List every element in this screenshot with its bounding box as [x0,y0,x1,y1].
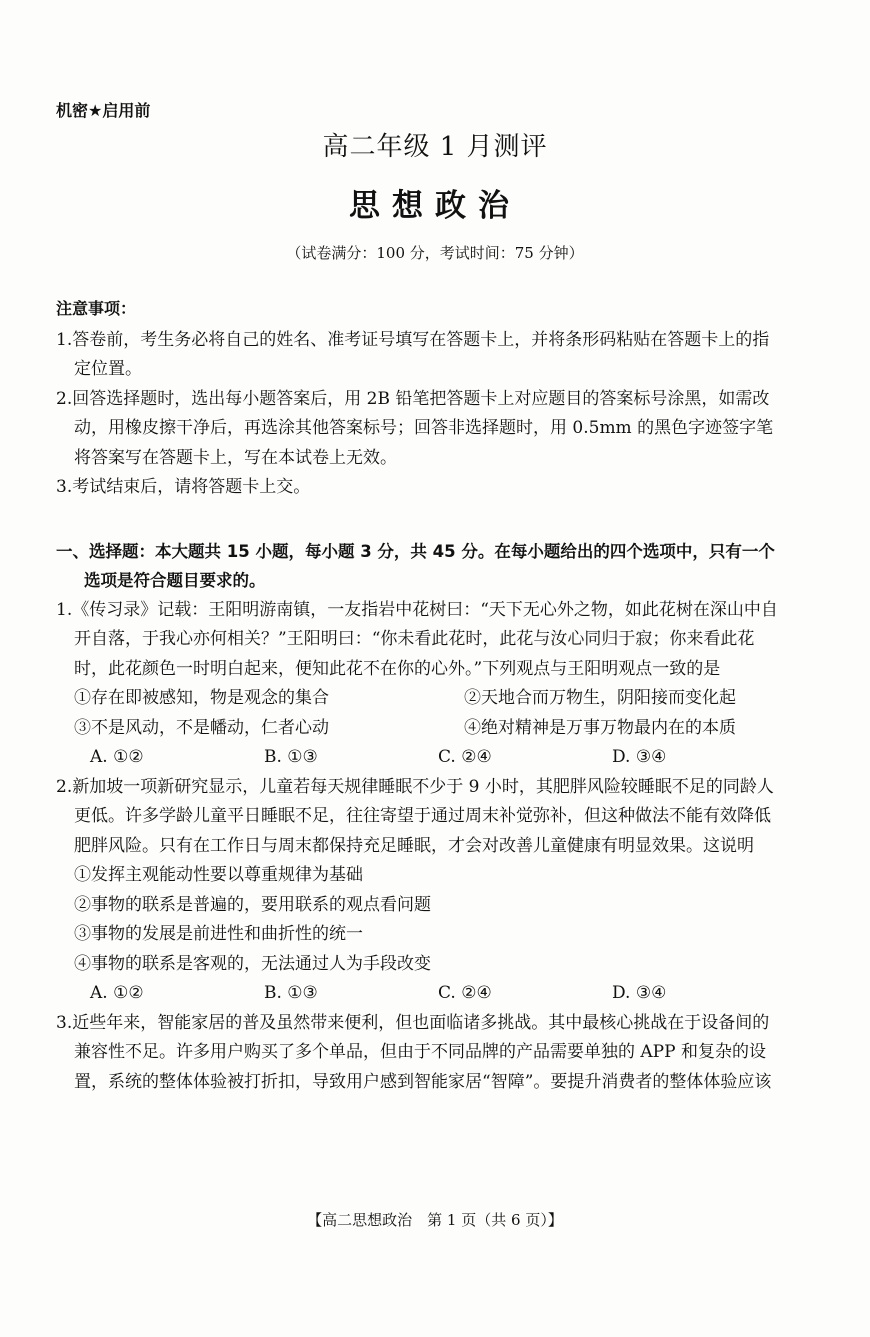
question-1-choices [56,743,786,773]
choice-b: B. ①③ [264,983,318,1003]
choice-c: C. ②④ [438,983,492,1003]
question-2-choices [56,979,786,1009]
statement: ②事物的联系是普遍的，要用联系的观点看问题 [74,894,431,915]
choice-a: A. ①② [90,747,144,767]
choice-b: B. ①③ [264,747,318,767]
question-2-stem: 2.新加坡一项新研究显示，儿童若每天规律睡眠不少于 9 小时，其肥胖风险较睡眠不足的同龄人更低。许多学龄儿童平日睡眠不足，往往寄望于通过周末补觉弥补，但这种做法不能有效降低肥胖风险。只有在工作日与周末都保持充足睡眠，才会对改善儿童健康有明显效果。这说明 [56,776,774,856]
exam-content [56,294,786,1097]
choice-c: C. ②④ [438,747,492,767]
notice-item: 1.答卷前，考生务必将自己的姓名、准考证号填写在答题卡上，并将条形码粘贴在答题卡上的指定位置。 [56,329,770,379]
choice-d: D. ③④ [612,747,667,767]
choice-a: A. ①② [90,983,144,1003]
question-1-statements-row-2 [56,714,786,744]
statement: ①发挥主观能动性要以尊重规律为基础 [74,865,363,885]
question-3-stem: 3.近些年来，智能家居的普及虽然带来便利，但也面临诸多挑战。其中最核心挑战在于设备间的兼容性不足。许多用户购买了多个单品，但由于不同品牌的产品需要单独的 APP 和复杂的设置，系统的整体体验被打折扣，导致用户感到智能家居“智障”。要提升消费者的整体体验应该 [56,1012,772,1092]
question-1-stem: 1.《传习录》记载：王阳明游南镇，一友指岩中花树曰：“天下无心外之物，如此花树在深山中自开自落，于我心亦何相关？”王阳明曰：“你未看此花时，此花与汝心同归于寂；你来看此花时，此花颜色一时明白起来，便知此花不在你的心外。”下列观点与王阳明观点一致的是 [56,599,778,679]
section-heading: 一、选择题：本大题共 15 小题，每小题 3 分，共 45 分。在每小题给出的四个选项中，只有一个选项是符合题目要求的。 [56,541,775,590]
question-1-statements-row-1 [56,684,786,714]
subject-title: 思想政治 [349,188,521,224]
exam-info: （试卷满分：100 分，考试时间：75 分钟） [286,244,584,262]
statement: ③不是风动，不是幡动，仁者心动 [74,717,329,738]
statement: ③事物的发展是前进性和曲折性的统一 [74,924,363,944]
notice-title: 注意事项： [56,299,137,318]
statement: ①存在即被感知，物是观念的集合 [74,688,329,708]
spacer [56,503,786,537]
notice-item: 3.考试结束后，请将答题卡上交。 [56,477,311,497]
statement: ④事物的联系是客观的，无法通过人为手段改变 [74,953,431,974]
notice-item: 2.回答选择题时，选出每小题答案后，用 2B 铅笔把答题卡上对应题目的答案标号涂黑，如需改动，用橡皮擦干净后，再选涂其他答案标号；回答非选择题时，用 0.5mm 的黑色字迹签字笔将答案写在答题卡上，写在本试卷上无效。 [56,388,774,468]
statement: ②天地合而万物生，阴阳接而变化起 [464,688,736,708]
confidential-label: 机密★启用前 [56,101,151,120]
statement: ④绝对精神是万事万物最内在的本质 [464,717,736,738]
page-footer: 【高二思想政治 第 1 页（共 6 页）】 [307,1211,563,1229]
exam-title: 高二年级 1 月测评 [322,132,548,162]
choice-d: D. ③④ [612,983,667,1003]
